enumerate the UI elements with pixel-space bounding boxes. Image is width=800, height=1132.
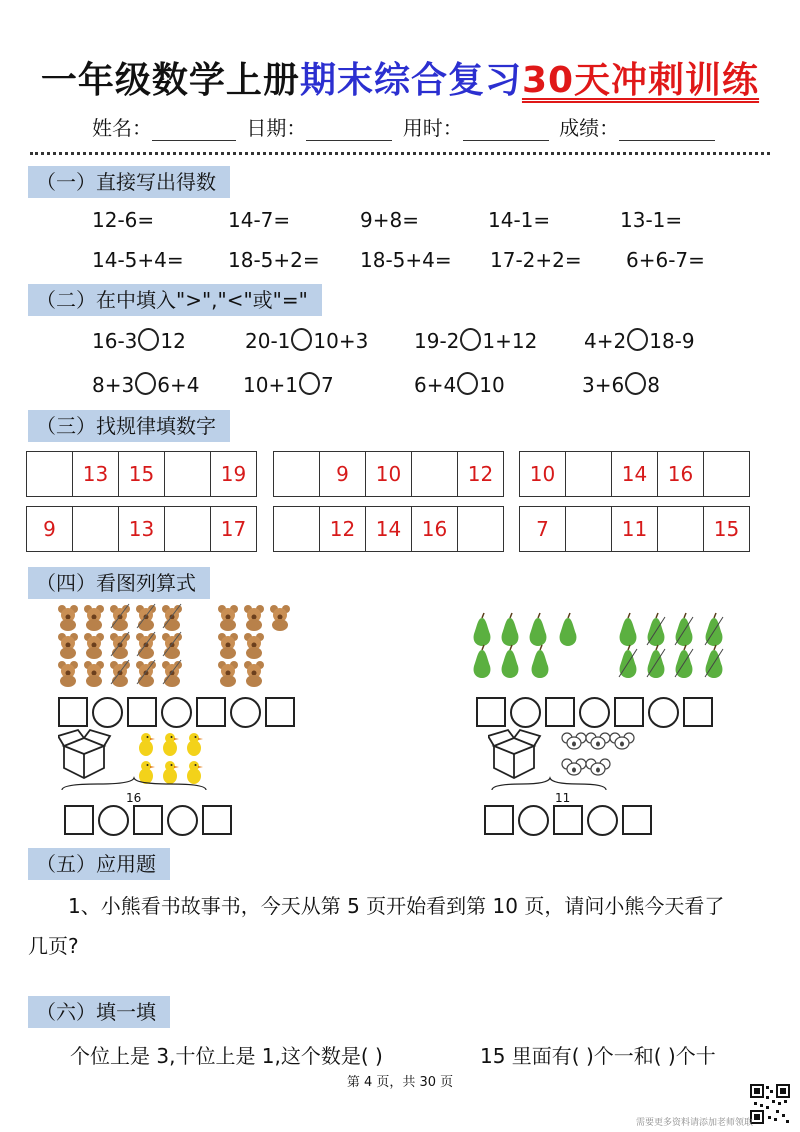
answer-box[interactable]: [133, 805, 163, 835]
compare-circle[interactable]: [460, 328, 481, 351]
compare-circle[interactable]: [138, 328, 159, 351]
seq-cell[interactable]: [566, 452, 612, 496]
q2-item: 16-3 12: [92, 329, 186, 353]
seq-cell[interactable]: [165, 507, 211, 551]
seq-cell[interactable]: 9: [27, 507, 73, 551]
seq-cell[interactable]: 10: [520, 452, 566, 496]
q1-item: 18-5+4=: [360, 248, 452, 272]
seq-cell[interactable]: 14: [612, 452, 658, 496]
section-header-2: （二）在中填入">","<"或"=": [28, 284, 322, 316]
seq-cell[interactable]: 7: [520, 507, 566, 551]
bears-illustration: [56, 602, 296, 692]
sequence-strip: [26, 451, 257, 497]
operator-circle[interactable]: [587, 805, 618, 836]
q2-item: 6+4 10: [414, 373, 505, 397]
box-icon: [58, 730, 110, 778]
page-title: [0, 52, 800, 103]
q1-item: 13-1=: [620, 208, 683, 232]
title-part3: 30天冲刺训练: [521, 60, 760, 101]
q2-item: 8+3 6+4: [92, 373, 200, 397]
seq-cell[interactable]: 12: [320, 507, 366, 551]
compare-circle[interactable]: [625, 372, 646, 395]
compare-circle[interactable]: [291, 328, 312, 351]
answer-box[interactable]: [545, 697, 575, 727]
box-icon: [488, 730, 540, 778]
word-problem-line1: 1、小熊看书故事书，今天从第 5 页开始看到第 10 页，请问小熊今天看了: [68, 894, 725, 918]
seq-cell[interactable]: [27, 452, 73, 496]
q2-item: 19-2 1+12: [414, 329, 538, 353]
operator-circle[interactable]: [161, 697, 192, 728]
q1-item: 18-5+2=: [228, 248, 320, 272]
operator-circle[interactable]: [98, 805, 129, 836]
sequence-strip: [273, 451, 504, 497]
answer-box[interactable]: [614, 697, 644, 727]
sequence-strip: [519, 451, 750, 497]
bears-group-right: [218, 605, 290, 687]
seq-cell[interactable]: 13: [119, 507, 165, 551]
word-problem-line2: 几页?: [28, 934, 79, 958]
sequence-strip: [26, 506, 257, 552]
q2-item: 10+1 7: [243, 373, 334, 397]
seq-cell[interactable]: 9: [320, 452, 366, 496]
time-label: 用时：: [402, 116, 463, 140]
seq-cell[interactable]: 14: [366, 507, 412, 551]
operator-circle[interactable]: [510, 697, 541, 728]
answer-box[interactable]: [64, 805, 94, 835]
title-part1: 一年级数学上册: [40, 60, 300, 101]
answer-box[interactable]: [196, 697, 226, 727]
q1-item: 6+6-7=: [626, 248, 705, 272]
answer-box[interactable]: [58, 697, 88, 727]
compare-circle[interactable]: [627, 328, 648, 351]
answer-box[interactable]: [622, 805, 652, 835]
name-blank[interactable]: [152, 122, 236, 141]
sequence-strip: [273, 506, 504, 552]
equation-boxes-left-1: [58, 697, 295, 728]
q2-item: 20-1 10+3: [245, 329, 369, 353]
seq-cell[interactable]: 15: [713, 517, 740, 541]
answer-box[interactable]: [127, 697, 157, 727]
seq-cell[interactable]: [704, 452, 749, 496]
qr-code: [750, 1084, 790, 1124]
q1-item: 14-5+4=: [92, 248, 184, 272]
answer-box[interactable]: [476, 697, 506, 727]
answer-box[interactable]: [265, 697, 295, 727]
q1-item: 9+8=: [360, 208, 419, 232]
seq-cell[interactable]: [458, 507, 503, 551]
operator-circle[interactable]: [518, 805, 549, 836]
answer-box[interactable]: [683, 697, 713, 727]
operator-circle[interactable]: [648, 697, 679, 728]
q1-item: 14-1=: [488, 208, 551, 232]
seq-cell[interactable]: 10: [366, 452, 412, 496]
title-part2: 期末综合复习: [299, 60, 522, 101]
seq-cell[interactable]: 17: [220, 517, 247, 541]
seq-cell[interactable]: [658, 507, 704, 551]
answer-box[interactable]: [553, 805, 583, 835]
answer-box[interactable]: [202, 805, 232, 835]
fill-question-a: 个位上是 3,十位上是 1,这个数是( ): [70, 1044, 383, 1068]
fill-question-b: 15 里面有( )个一和( )个十: [480, 1044, 716, 1068]
seq-cell[interactable]: 13: [73, 452, 119, 496]
dotted-divider: [30, 152, 770, 155]
operator-circle[interactable]: [167, 805, 198, 836]
page-number: 第 4 页，共 30 页: [346, 1075, 454, 1090]
q2-item: 4+2 18-9: [584, 329, 695, 353]
seq-cell[interactable]: 19: [220, 462, 247, 486]
name-label: 姓名：: [92, 116, 152, 140]
seq-cell[interactable]: 15: [119, 452, 165, 496]
section-header-1: （一）直接写出得数: [28, 166, 230, 198]
section-header-5: （五）应用题: [28, 848, 170, 880]
right-total-label: 11: [555, 791, 571, 805]
pears-illustration: [468, 612, 738, 684]
q1-item: 14-7=: [228, 208, 291, 232]
compare-circle[interactable]: [299, 372, 320, 395]
left-total-label: 16: [126, 791, 142, 805]
score-label: 成绩：: [559, 116, 620, 140]
seq-cell[interactable]: [566, 507, 612, 551]
seq-cell[interactable]: 16: [412, 507, 458, 551]
section-header-4: （四）看图列算式: [28, 567, 210, 599]
seq-cell[interactable]: [274, 452, 320, 496]
answer-box[interactable]: [484, 805, 514, 835]
q1-item: 17-2+2=: [490, 248, 582, 272]
equation-boxes-right-2: [484, 805, 652, 836]
section-header-3: （三）找规律填数字: [28, 410, 230, 442]
seq-cell[interactable]: 16: [658, 452, 704, 496]
q2-item: 3+6 8: [582, 373, 660, 397]
q1-item: 12-6=: [92, 208, 155, 232]
seq-cell[interactable]: [73, 507, 119, 551]
seq-cell[interactable]: 12: [467, 462, 494, 486]
operator-circle[interactable]: [230, 697, 261, 728]
equation-boxes-right-1: [476, 697, 713, 728]
seq-cell[interactable]: [412, 452, 458, 496]
date-label: 日期：: [246, 116, 307, 140]
operator-circle[interactable]: [579, 697, 610, 728]
score-blank[interactable]: [619, 122, 715, 141]
student-info: [92, 112, 719, 141]
bears-group-left: [58, 604, 182, 687]
seq-cell[interactable]: [274, 507, 320, 551]
compare-circle[interactable]: [135, 372, 156, 395]
equation-boxes-left-2: [64, 805, 232, 836]
seq-cell[interactable]: [165, 452, 211, 496]
section-header-6: （六）填一填: [28, 996, 170, 1028]
watermark-text: 需要更多资料请添加老师领取: [636, 1118, 754, 1128]
operator-circle[interactable]: [92, 697, 123, 728]
seq-cell[interactable]: 11: [612, 507, 658, 551]
sequence-strip: [519, 506, 750, 552]
compare-circle[interactable]: [457, 372, 478, 395]
time-blank[interactable]: [463, 122, 549, 141]
date-blank[interactable]: [306, 122, 392, 141]
